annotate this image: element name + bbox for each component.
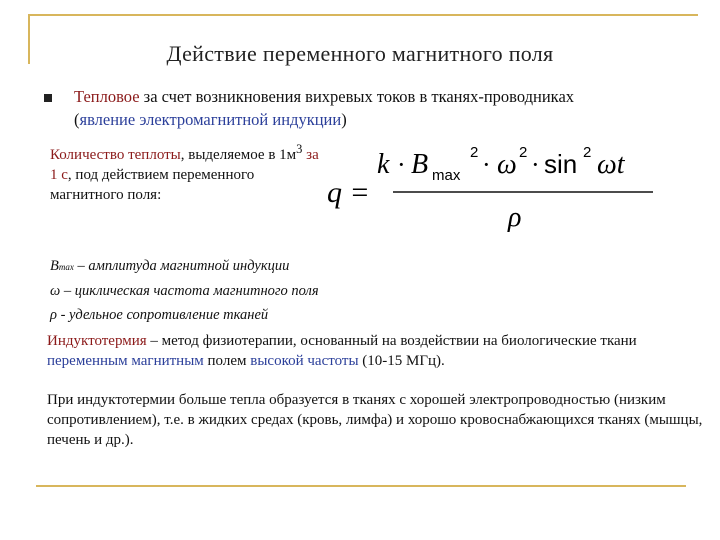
formula-lhs: q = <box>327 176 370 209</box>
formula-sin: sin <box>544 149 578 179</box>
formula-sup-3: 2 <box>583 144 592 161</box>
tissue-heating-paragraph: При индуктотермии больше тепла образуется в тканях с хорошей электропроводностью (низким сопротивлением), т.е. в жидких средах (кровь, лимфа) и хорошо кровоснабжающихся тканях (мышцы, печень и др.). <box>47 392 703 448</box>
definition-omega: ω – циклическая частота магнитного поля <box>50 283 319 299</box>
induction-term: явление электромагнитной индукции <box>79 110 342 129</box>
formula-dot-2: · <box>482 150 491 179</box>
high-frequency-term: высокой частоты <box>250 353 359 369</box>
definition-bmax-text: – амплитуда магнитной индукции <box>73 258 290 274</box>
thermal-effect-paragraph <box>74 85 634 131</box>
bullet-square-icon <box>44 94 52 102</box>
formula-B: B <box>411 149 429 180</box>
definition-bmax-symbol: B <box>50 258 59 274</box>
heat-quantity-text <box>50 139 320 205</box>
heat-formula <box>325 140 705 240</box>
formula-omega-t: ωt <box>597 149 625 180</box>
frame-top-line <box>28 14 698 16</box>
inductothermy-term: Индуктотермия <box>47 333 147 349</box>
definition-rho: ρ - удельное сопротивление тканей <box>50 307 269 323</box>
symbol-definitions <box>50 254 319 327</box>
inductothermy-paragraph <box>47 331 717 371</box>
formula-rho: ρ <box>508 202 522 233</box>
alternating-magnetic-term: переменным магнитным <box>47 353 204 369</box>
heat-text-2: , под действием переменного магнитного поля: <box>50 167 255 203</box>
definition-bmax-sub: max <box>58 262 74 272</box>
formula-omega: ω <box>497 149 517 180</box>
inductothermy-text-2: полем <box>203 353 251 369</box>
thermal-text: за счет возникновения вихревых токов в тканях-проводниках ( <box>74 87 575 129</box>
formula-sup-1: 2 <box>470 144 479 161</box>
formula-k: k <box>377 149 390 180</box>
slide-title: Действие переменного магнитного поля <box>166 41 554 66</box>
frame-bottom-line <box>36 485 686 487</box>
heat-term: Количество теплоты <box>50 147 181 163</box>
heat-time: за 1 с <box>50 147 319 183</box>
inductothermy-text-1: – метод физиотерапии, основанный на воздействии на биологические ткани <box>146 333 637 349</box>
formula-dot-1: · <box>397 150 406 179</box>
formula-dot-3: · <box>531 150 540 179</box>
formula-sup-2: 2 <box>519 144 528 161</box>
formula-sub-max: max <box>432 167 461 184</box>
thermal-term: Тепловое <box>74 87 140 106</box>
inductothermy-text-3: (10-15 МГц). <box>358 353 445 369</box>
definition-bmax <box>50 254 319 279</box>
thermal-text-end: ) <box>341 110 347 129</box>
heat-text-1: , выделяемое в 1м <box>180 147 297 163</box>
heat-sup: 3 <box>296 142 303 156</box>
